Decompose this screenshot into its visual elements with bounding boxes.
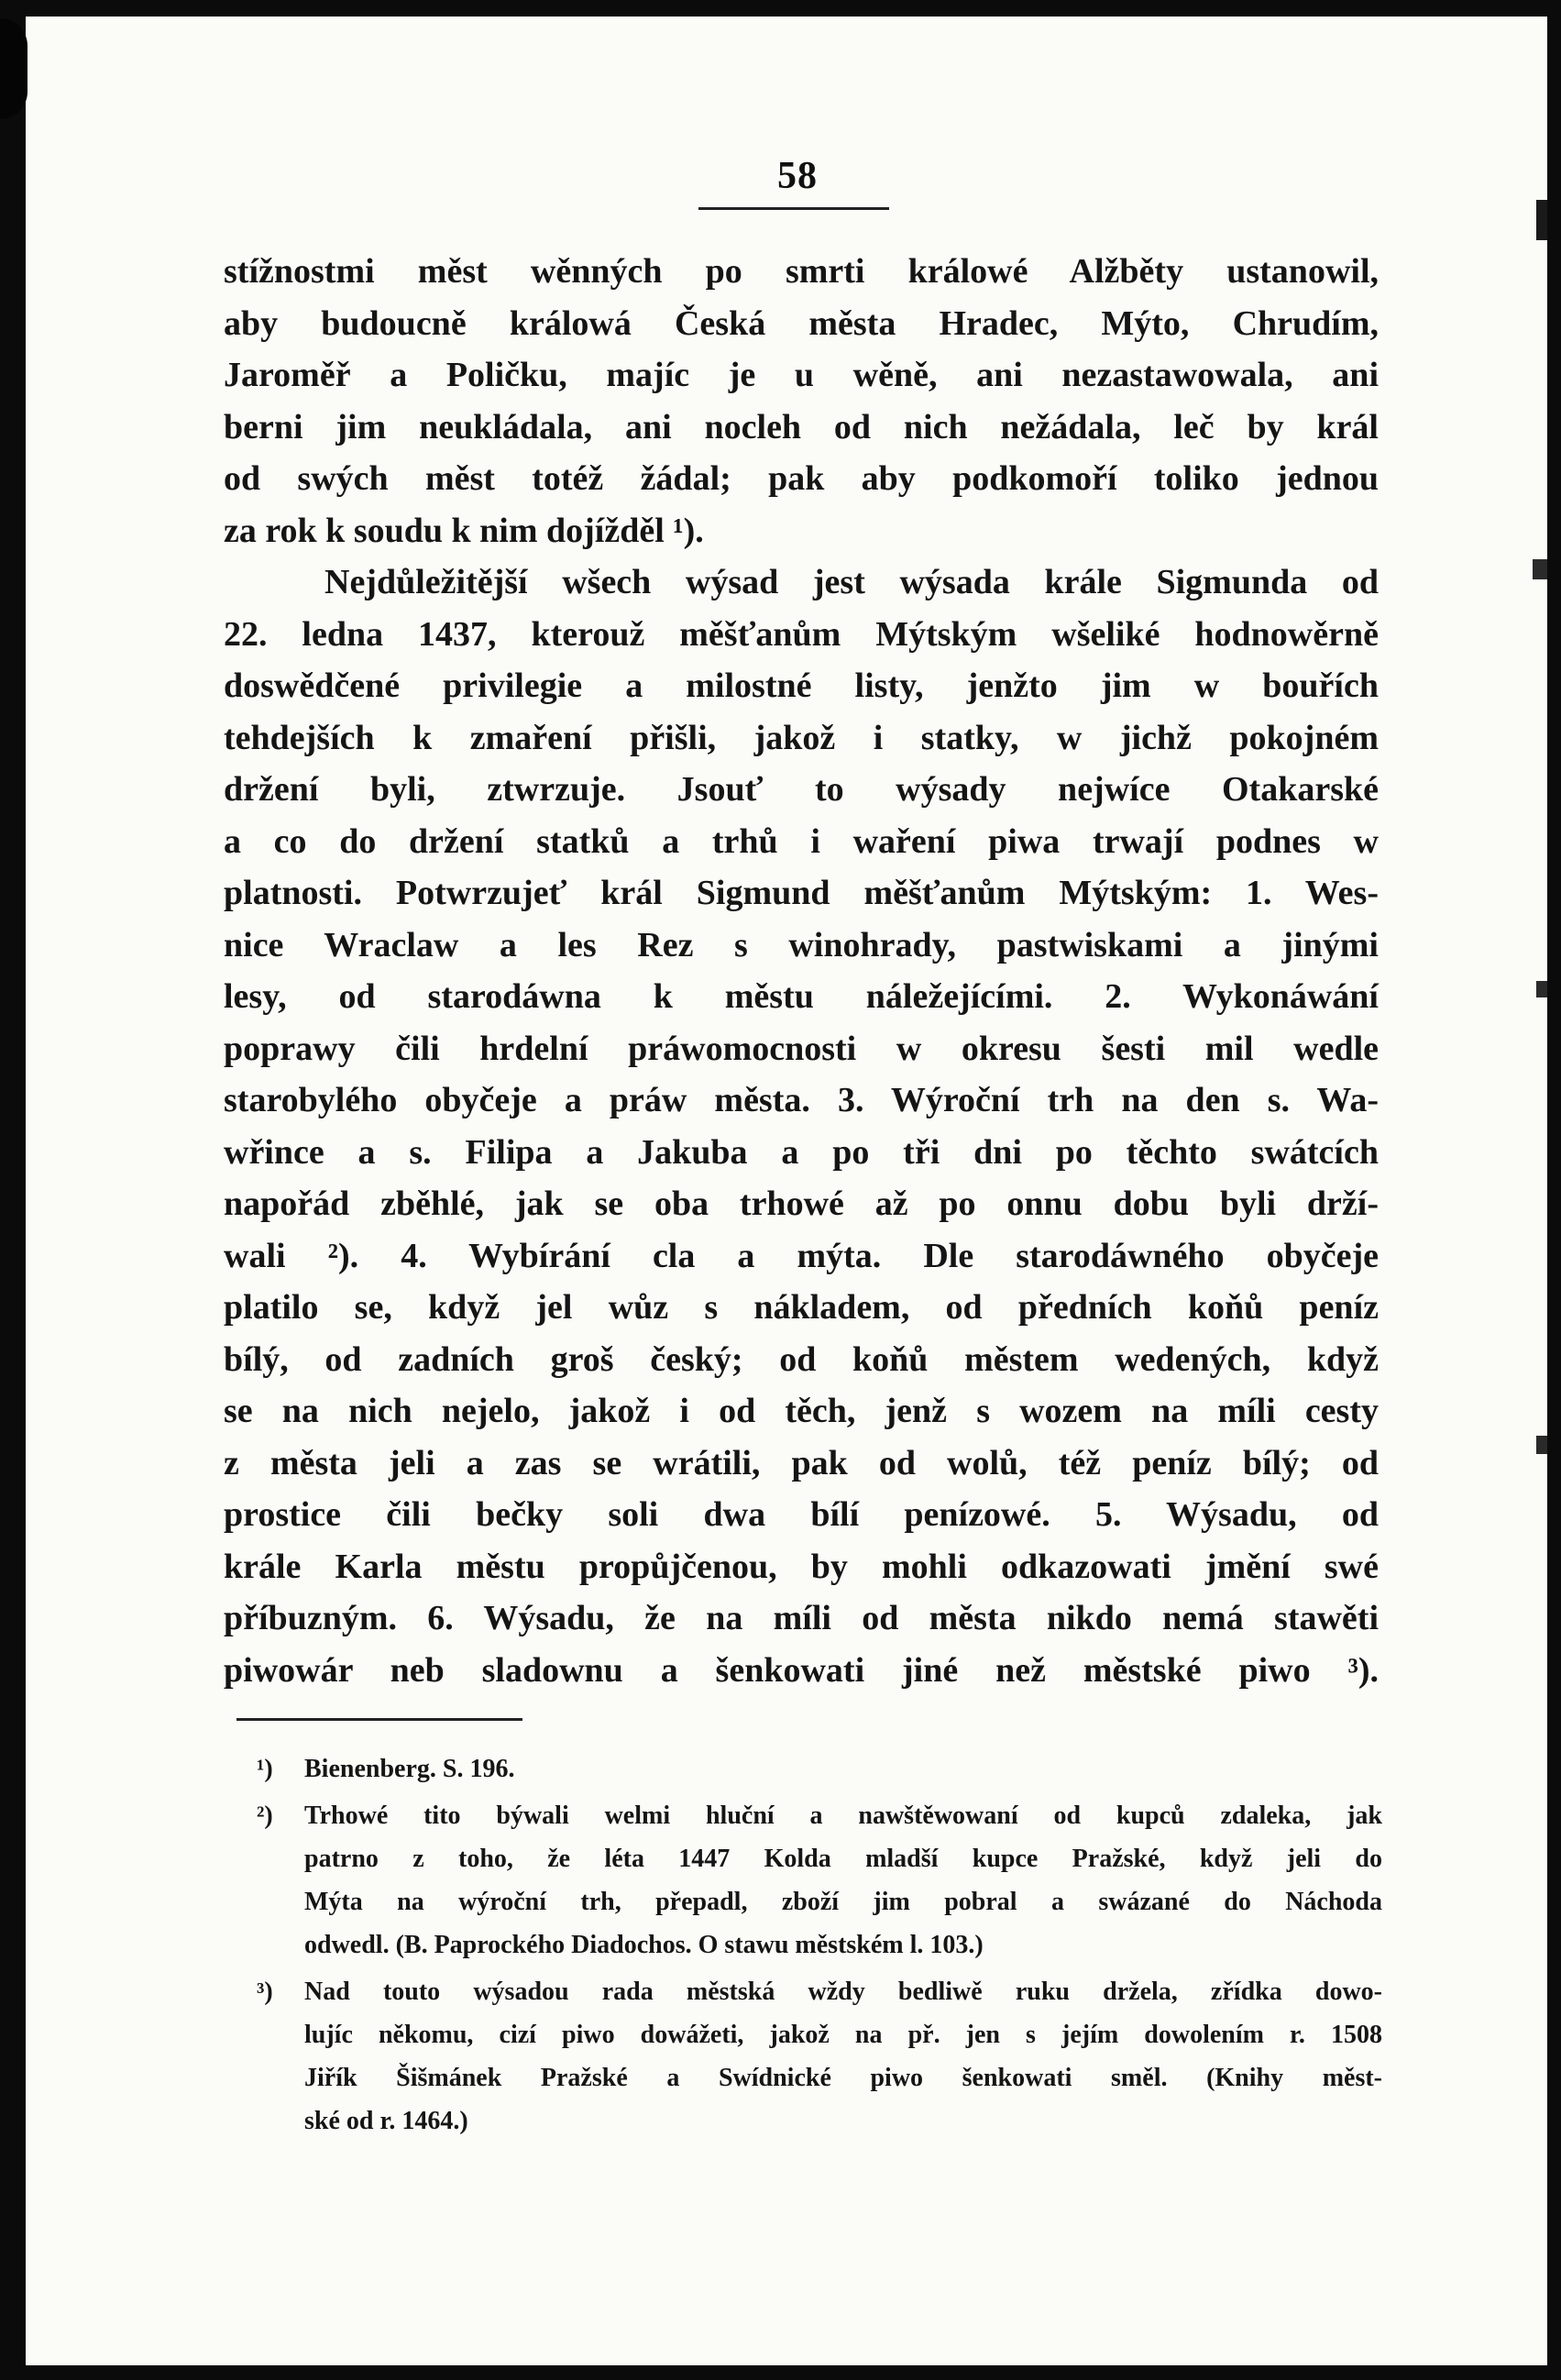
body-line: platnosti. Potwrzujeť král Sigmund měšťanům Mýtským: 1. Wes- [224,874,1379,912]
body-line: z města jeli a zas se wrátili, pak od wolů, též peníz bílý; od [224,1443,1379,1482]
footnote-1 [257,1747,1382,1791]
body-line: 22. ledna 1437, kterouž měšťanům Mýtským wšeliké hodnowěrně [224,614,1379,654]
body-line: berni jim neukládala, ani nocleh od nich nežádala, leč by král [224,407,1379,446]
body-line: starobylého obyčeje a práw města. 3. Wýroční trh na den s. Wa- [224,1081,1379,1119]
footnote-line: Mýta na wýroční trh, přepadl, zboží jim pobral a swázané do Náchoda [304,1888,1382,1916]
body-line: příbuzným. 6. Wýsadu, že na míli od města nikdo nemá stawěti [224,1599,1379,1637]
body-line: prostice čili bečky soli dwa bílí penízowé. 5. Wýsadu, od [224,1495,1379,1534]
body-line: lesy, od starodáwna k městu náležejícími. 2. Wykonáwání [224,977,1379,1016]
right-edge-tick-4 [1536,1436,1547,1454]
footnote-line: Nad touto wýsadou rada městská wždy bedliwě ruku držela, zřídka dowo- [304,1978,1382,2006]
footnote-mark: ²) [257,1802,273,1830]
body-line: poprawy čili hrdelní práwomocnosti w okresu šesti mil wedle [224,1029,1379,1068]
footnote-mark: ¹) [257,1755,273,1783]
body-line: bílý, od zadních groš český; od koňů městem wedených, když [224,1339,1379,1379]
body-line: a co do držení statků a trhů i waření piwa trwají podnes w [224,821,1379,861]
body-line: krále Karla městu propůjčenou, by mohli odkazowati jmění swé [224,1547,1379,1586]
body-line: piwowár neb sladownu a šenkowati jiné než městské piwo ³). [224,1650,1379,1690]
footnote-2 [257,1794,1382,1967]
footnote-mark: ³) [257,1978,273,2006]
body-line: držení byli, ztwrzuje. Jsouť to wýsady nejwíce Otakarské [224,770,1379,809]
page-number: 58 [777,155,818,197]
body-line: wřince a s. Filipa a Jakuba a po tři dni po těchto swátcích [224,1132,1379,1172]
footnote-line: odwedl. (B. Paprockého Diadochos. O stawu městském l. 103.) [304,1931,984,1959]
body-line: aby budoucně králowá Česká města Hradec, Mýto, Chrudím, [224,303,1379,343]
body-text [224,246,1379,1696]
body-line: stížnostmi měst wěnných po smrti králowé Alžběty ustanowil, [224,252,1379,291]
body-line: nice Wraclaw a les Rez s winohrady, pastwiskami a jinými [224,925,1379,964]
right-edge-tick-1 [1536,200,1547,240]
footnote-line: lujíc někomu, cizí piwo dowážeti, jakož na př. jen s jejím dowolením r. 1508 [304,2021,1382,2049]
body-line: Jaroměř a Poličku, majíc je u wěně, ani nezastawowala, ani [224,356,1379,394]
body-line: platilo se, když jel wůz s nákladem, od předních koňů peníz [224,1288,1379,1327]
footnote-line: ské od r. 1464.) [304,2107,468,2135]
body-line: za rok k soudu k nim dojížděl ¹). [224,511,704,550]
body-line: se na nich nejelo, jakož i od těch, jenž s wozem na míli cesty [224,1392,1379,1430]
body-line: wali ²). 4. Wybírání cla a mýta. Dle starodáwného obyčeje [224,1236,1379,1275]
right-edge-tick-3 [1536,981,1547,997]
body-line: napořád zběhlé, jak se oba trhowé až po onnu dobu byli drží- [224,1184,1379,1223]
right-edge-tick-2 [1533,559,1547,579]
page-number-rule [698,207,889,210]
footnote-rule [236,1718,522,1721]
body-line: od swých měst totéž žádal; pak aby podkomoří toliko jednou [224,459,1379,498]
footnote-line: Bienenberg. S. 196. [304,1755,515,1783]
body-line: doswědčené privilegie a milostné listy, jenžto jim w bouřích [224,667,1379,705]
footnote-3 [257,1970,1382,2143]
body-line: tehdejších k zmaření přišli, jakož i statky, w jichž pokojném [224,718,1379,757]
footnote-line: patrno z toho, že léta 1447 Kolda mladší kupce Pražské, když jeli do [304,1845,1382,1873]
footnotes [257,1747,1382,2146]
body-line: Nejdůležitější wšech wýsad jest wýsada krále Sigmunda od [324,563,1379,601]
binding-edge-mark [0,18,27,119]
footnote-line: Trhowé tito býwali welmi hluční a nawštěwowaní od kupců zdaleka, jak [304,1802,1382,1830]
footnote-line: Jiřík Šišmánek Pražské a Swídnické piwo šenkowati směl. (Knihy měst- [304,2064,1382,2092]
